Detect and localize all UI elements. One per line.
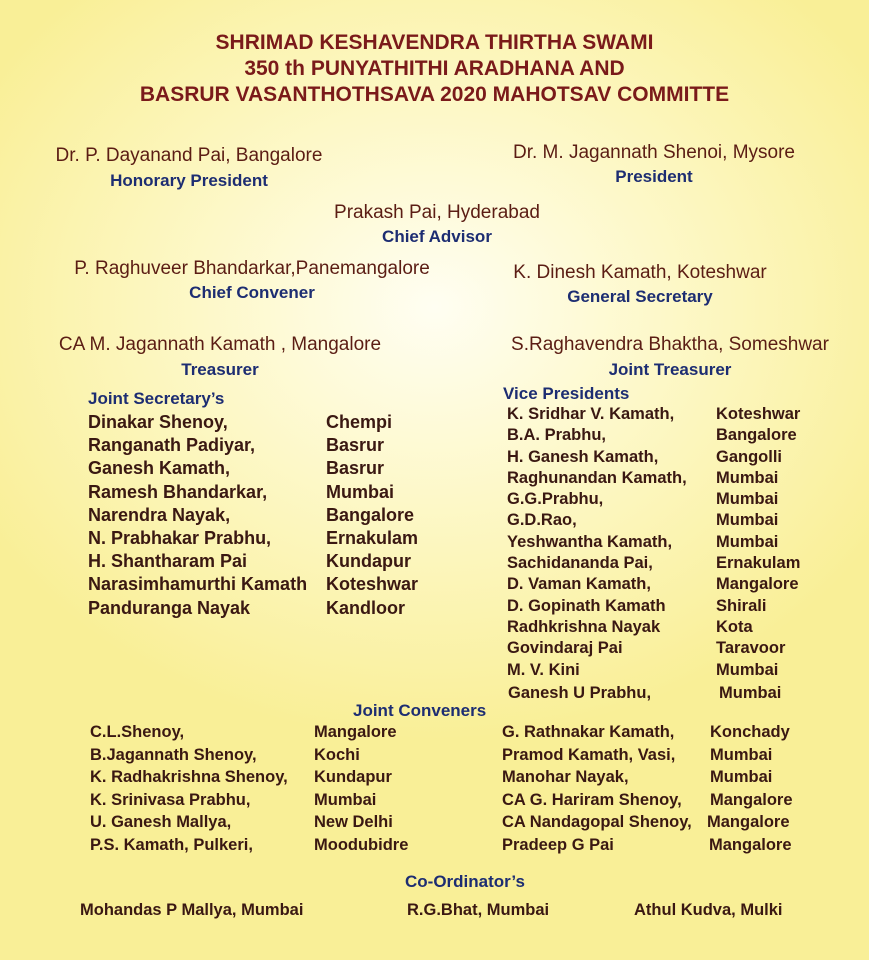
member-name: P.S. Kamath, Pulkeri, [90,835,253,854]
member-place: Gangolli [716,447,782,466]
member-name: Radhkrishna Nayak [507,617,661,636]
vice-presidents-list [507,404,800,704]
list-item [502,721,793,744]
member-place: Mumbai [716,660,779,679]
list-item [507,425,800,446]
joint-conveners-heading: Joint Conveners [353,701,487,720]
member-place: Mumbai [710,745,773,764]
list-item [90,744,408,767]
member-name: G. Rathnakar Kamath, [502,723,675,741]
member-name: D. Gopinath Kamath [507,596,666,615]
treasurer-block [45,334,395,380]
member-place: Basrur [326,458,385,479]
member-place: Ernakulam [326,528,419,549]
member-name: CA Nandagopal Shenoy, [502,813,692,831]
joint-treasurer-name: S.Raghavendra Bhaktha, Someshwar [511,334,829,355]
header-title-line1: SHRIMAD KESHAVENDRA THIRTHA SWAMI [215,31,654,54]
chief-convener-role: Chief Convener [189,283,315,302]
list-item [507,468,800,489]
list-item [502,811,793,834]
chief-advisor-name: Prakash Pai, Hyderabad [334,202,540,223]
honorary-president-name: Dr. P. Dayanand Pai, Bangalore [55,145,323,166]
general-secretary-block [506,262,774,307]
list-item [507,660,800,681]
member-name: Yeshwantha Kamath, [507,532,673,551]
member-name: G.G.Prabhu, [507,490,604,509]
member-name: Govindaraj Pai [507,639,623,658]
member-place: Mangalore [314,723,397,741]
joint-treasurer-role: Joint Treasurer [608,360,732,379]
chief-advisor-block [314,202,560,247]
list-item [502,789,793,812]
list-item [88,597,418,620]
member-place: Kochi [314,745,360,764]
member-name: G.D.Rao, [507,511,577,530]
member-place: Mangalore [710,790,793,809]
list-item [507,510,800,531]
list-item [88,504,418,527]
member-place: Bangalore [716,426,797,445]
member-name: N. Prabhakar Prabhu, [88,528,272,549]
member-name: U. Ganesh Mallya, [90,813,232,831]
list-item [502,766,793,789]
president-block [506,142,802,187]
member-place: Mumbai [716,511,779,530]
member-place: Koteshwar [716,405,801,423]
member-name: Ganesh Kamath, [88,458,231,479]
member-name: Dinakar Shenoy, [88,412,228,432]
list-item [507,447,800,468]
member-name: Narendra Nayak, [88,504,231,525]
member-name: Raghunandan Kamath, [507,468,687,487]
member-place: Mumbai [716,532,779,551]
member-place: Konchady [710,723,790,741]
list-item [502,744,793,767]
list-item [88,434,418,457]
list-item [507,617,800,638]
member-name: H. Shantharam Pai [88,551,248,572]
member-place: Koteshwar [326,574,419,595]
list-item [88,550,418,573]
list-item [88,527,418,550]
member-name: K. Srinivasa Prabhu, [90,790,251,809]
member-name: Ranganath Padiyar, [88,435,256,456]
member-name: C.L.Shenoy, [90,723,185,741]
member-name: M. V. Kini [507,660,580,679]
list-item [88,411,418,434]
member-place: Bangalore [326,504,415,525]
list-item [88,573,418,596]
chief-convener-block [62,258,442,303]
member-name: D. Vaman Kamath, [507,575,651,594]
member-name: Ramesh Bhandarkar, [88,481,268,502]
member-place: Kundapur [314,768,392,786]
member-name: K. Radhakrishna Shenoy, [90,768,288,786]
coordinators-heading: Co-Ordinator’s [405,872,525,891]
member-name: Pradeep G Pai [502,835,614,854]
treasurer-role: Treasurer [181,360,259,379]
list-item [90,834,408,857]
chief-advisor-role: Chief Advisor [382,227,492,246]
member-place: Mumbai [314,790,377,809]
member-place: Mumbai [716,468,779,487]
member-place: Moodubidre [314,835,409,854]
list-item [507,553,800,574]
list-item [507,638,800,659]
list-item [90,766,408,789]
list-item [507,404,800,425]
list-item [507,532,800,553]
member-place: Ernakulam [716,554,801,573]
member-place: Mangalore [709,835,792,854]
general-secretary-name: K. Dinesh Kamath, Koteshwar [513,262,767,283]
member-place: Kota [716,617,753,636]
joint-secretaries-list [88,411,418,620]
list-item [502,834,793,857]
member-place: Shirali [716,596,767,615]
list-item [90,789,408,812]
joint-secretaries-heading: Joint Secretary’s [88,389,225,408]
member-place: Taravoor [716,639,786,658]
list-item [90,811,408,834]
joint-conveners-right-list [502,721,793,856]
member-name: Manohar Nayak, [502,768,629,786]
member-name: B.Jagannath Shenoy, [90,745,257,764]
joint-conveners-left-list [90,721,408,856]
member-name: Panduranga Nayak [88,597,251,618]
list-item [507,489,800,510]
member-name: Sachidananda Pai, [507,554,653,573]
joint-treasurer-block [497,334,843,380]
honorary-president-block [44,145,334,191]
header-title-line3: BASRUR VASANTHOTHSAVA 2020 MAHOTSAV COMMITTE [139,83,730,106]
member-name: CA G. Hariram Shenoy, [502,790,682,809]
list-item [507,596,800,617]
vice-presidents-heading: Vice Presidents [503,384,630,403]
list-item [507,574,800,595]
president-role: President [615,167,693,186]
president-name: Dr. M. Jagannath Shenoi, Mysore [513,142,795,163]
list-item [88,457,418,480]
coordinator-1: Mohandas P Mallya, Mumbai [80,901,304,919]
member-place: Basrur [326,435,385,456]
member-place: Mumbai [710,768,773,786]
member-name: Pramod Kamath, Vasi, [502,745,676,764]
member-name: Narasimhamurthi Kamath [88,574,308,595]
member-name: B.A. Prabhu, [507,426,607,445]
member-name: H. Ganesh Kamath, [507,447,659,466]
coordinator-2: R.G.Bhat, Mumbai [407,901,550,919]
member-place: Kundapur [326,551,411,572]
coordinator-3: Athul Kudva, Mulki [634,901,783,919]
list-item [507,683,800,704]
header-title-line2: 350 th PUNYATHITHI ARADHANA AND [244,57,625,80]
member-name: K. Sridhar V. Kamath, [507,405,675,423]
member-place: New Delhi [314,813,393,831]
member-place: Mumbai [719,683,782,702]
list-item [90,721,408,744]
member-name: Ganesh U Prabhu, [508,683,652,702]
member-place: Mumbai [716,490,779,509]
honorary-president-role: Honorary President [110,171,268,190]
member-place: Mumbai [326,481,395,502]
list-item [88,481,418,504]
member-place: Mangalore [716,575,799,594]
member-place: Mangalore [707,813,790,831]
member-place: Chempi [326,412,393,432]
treasurer-name: CA M. Jagannath Kamath , Mangalore [58,334,382,355]
chief-convener-name: P. Raghuveer Bhandarkar,Panemangalore [74,258,430,279]
general-secretary-role: General Secretary [567,287,713,306]
member-place: Kandloor [326,597,405,618]
